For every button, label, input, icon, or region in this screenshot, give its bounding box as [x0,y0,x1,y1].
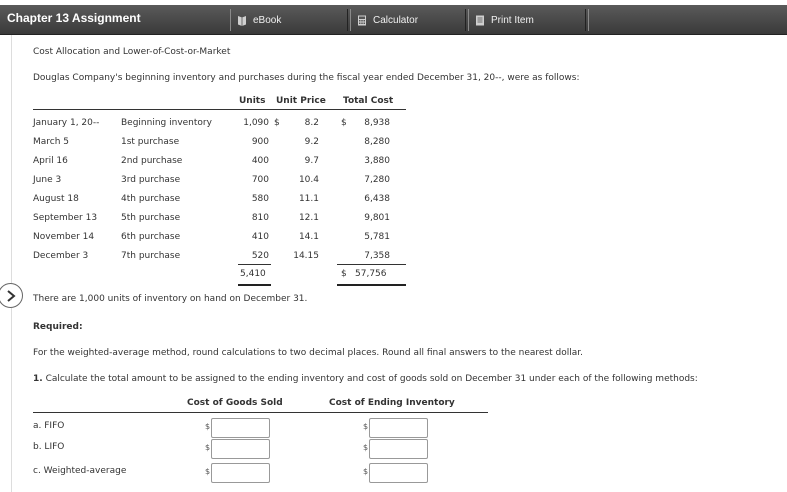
method-label: a. FIFO [33,421,65,431]
method-label: c. Weighted-average [33,466,127,476]
row-units: 700 [251,175,269,185]
row-unit-price: 9.2 [304,137,319,147]
row-total-cost: 8,938 [364,118,390,128]
ending-inventory-input[interactable] [369,463,428,483]
row-units: 520 [251,251,269,261]
problem-intro: Douglas Company's beginning inventory and purchases during the fiscal year ended December 31, 20--, were as follows: [33,73,580,83]
row-units: 810 [251,213,269,223]
row-description: 7th purchase [121,251,181,261]
total-cost: 57,756 [355,269,387,279]
row-units: 410 [251,232,269,242]
calculator-icon [357,15,367,26]
row-date: December 3 [33,251,89,261]
row-unit-price: 9.7 [304,156,319,166]
row-description: 1st purchase [121,137,180,147]
row-units: 1,090 [243,118,269,128]
row-date: November 14 [33,232,95,242]
cogs-input[interactable] [211,418,270,438]
total-units: 5,410 [240,269,266,279]
question-text: Calculate the total amount to be assigned to the ending inventory and cost of goods sold on December 31 under each of the following methods: [45,374,698,384]
row-total-cost: 3,880 [364,156,390,166]
row-description: 3rd purchase [121,175,181,185]
row-date: August 18 [33,194,79,204]
row-date: January 1, 20-- [33,118,100,128]
cogs-input[interactable] [211,463,270,483]
method-label: b. LIFO [33,442,65,452]
row-total-cost: 5,781 [364,232,390,242]
total-cost-header: Total Cost [343,96,394,106]
row-total-cost: 6,438 [364,194,390,204]
units-total-rule [238,284,271,286]
calculator-label: Calculator [373,14,419,26]
row-description: 2nd purchase [121,156,183,166]
row-total-cost: 9,801 [364,213,390,223]
ending-inventory-input[interactable] [369,418,428,438]
topic-title: Cost Allocation and Lower-of-Cost-or-Market [33,47,231,57]
row-description: Beginning inventory [121,118,212,128]
row-date: March 5 [33,137,70,147]
row-total-cost: 8,280 [364,137,390,147]
row-unit-price: 14.15 [293,251,319,261]
row-unit-price: 14.1 [298,232,319,242]
row-description: 5th purchase [121,213,181,223]
currency-sign: $ [205,443,211,452]
chevron-right-icon [4,289,18,303]
answer-header-rule [33,412,488,413]
cogs-column-header: Cost of Goods Sold [187,398,283,408]
question-number: 1. [33,374,43,384]
row-total-cost: 7,358 [364,251,390,261]
cogs-input[interactable] [211,439,270,459]
table-header-rule [33,109,406,110]
units-subtotal-rule [238,264,271,265]
total-cost-sign: $ [341,269,347,279]
calculator-button[interactable] [350,9,466,31]
header-divider [588,9,589,31]
row-unit-price: 11.1 [298,194,319,204]
assignment-title: Chapter 13 Assignment [7,11,141,25]
currency-sign: $ [363,422,369,431]
row-date: June 3 [33,175,62,185]
row-units: 900 [251,137,269,147]
row-cost-sign: $ [341,118,347,128]
row-unit-price: 8.2 [304,118,319,128]
required-label: Required: [33,322,83,332]
row-units: 400 [251,156,269,166]
row-price-sign: $ [274,118,280,128]
document-icon [475,15,485,26]
currency-sign: $ [363,467,369,476]
row-description: 4th purchase [121,194,181,204]
cost-total-rule [337,284,406,286]
row-units: 580 [251,194,269,204]
row-date: April 16 [33,156,68,166]
cost-subtotal-rule [337,264,406,265]
ebook-label: eBook [253,14,282,26]
row-description: 6th purchase [121,232,181,242]
row-unit-price: 12.1 [298,213,319,223]
assignment-header [0,5,787,35]
currency-sign: $ [205,467,211,476]
ending-inventory-input[interactable] [369,439,428,459]
unit-price-header: Unit Price [276,96,326,106]
print-item-label: Print Item [491,14,534,26]
units-header: Units [239,96,266,106]
ending-inventory-column-header: Cost of Ending Inventory [329,398,455,408]
book-icon [237,15,247,26]
row-date: September 13 [33,213,98,223]
print-item-button[interactable] [468,9,586,31]
rounding-instruction: For the weighted-average method, round calculations to two decimal places. Round all final answers to the nearest dollar. [33,348,584,358]
currency-sign: $ [205,422,211,431]
units-on-hand-note: There are 1,000 units of inventory on hand on December 31. [33,294,308,304]
row-total-cost: 7,280 [364,175,390,185]
row-unit-price: 10.4 [298,175,319,185]
ebook-button[interactable] [230,9,348,31]
currency-sign: $ [363,443,369,452]
